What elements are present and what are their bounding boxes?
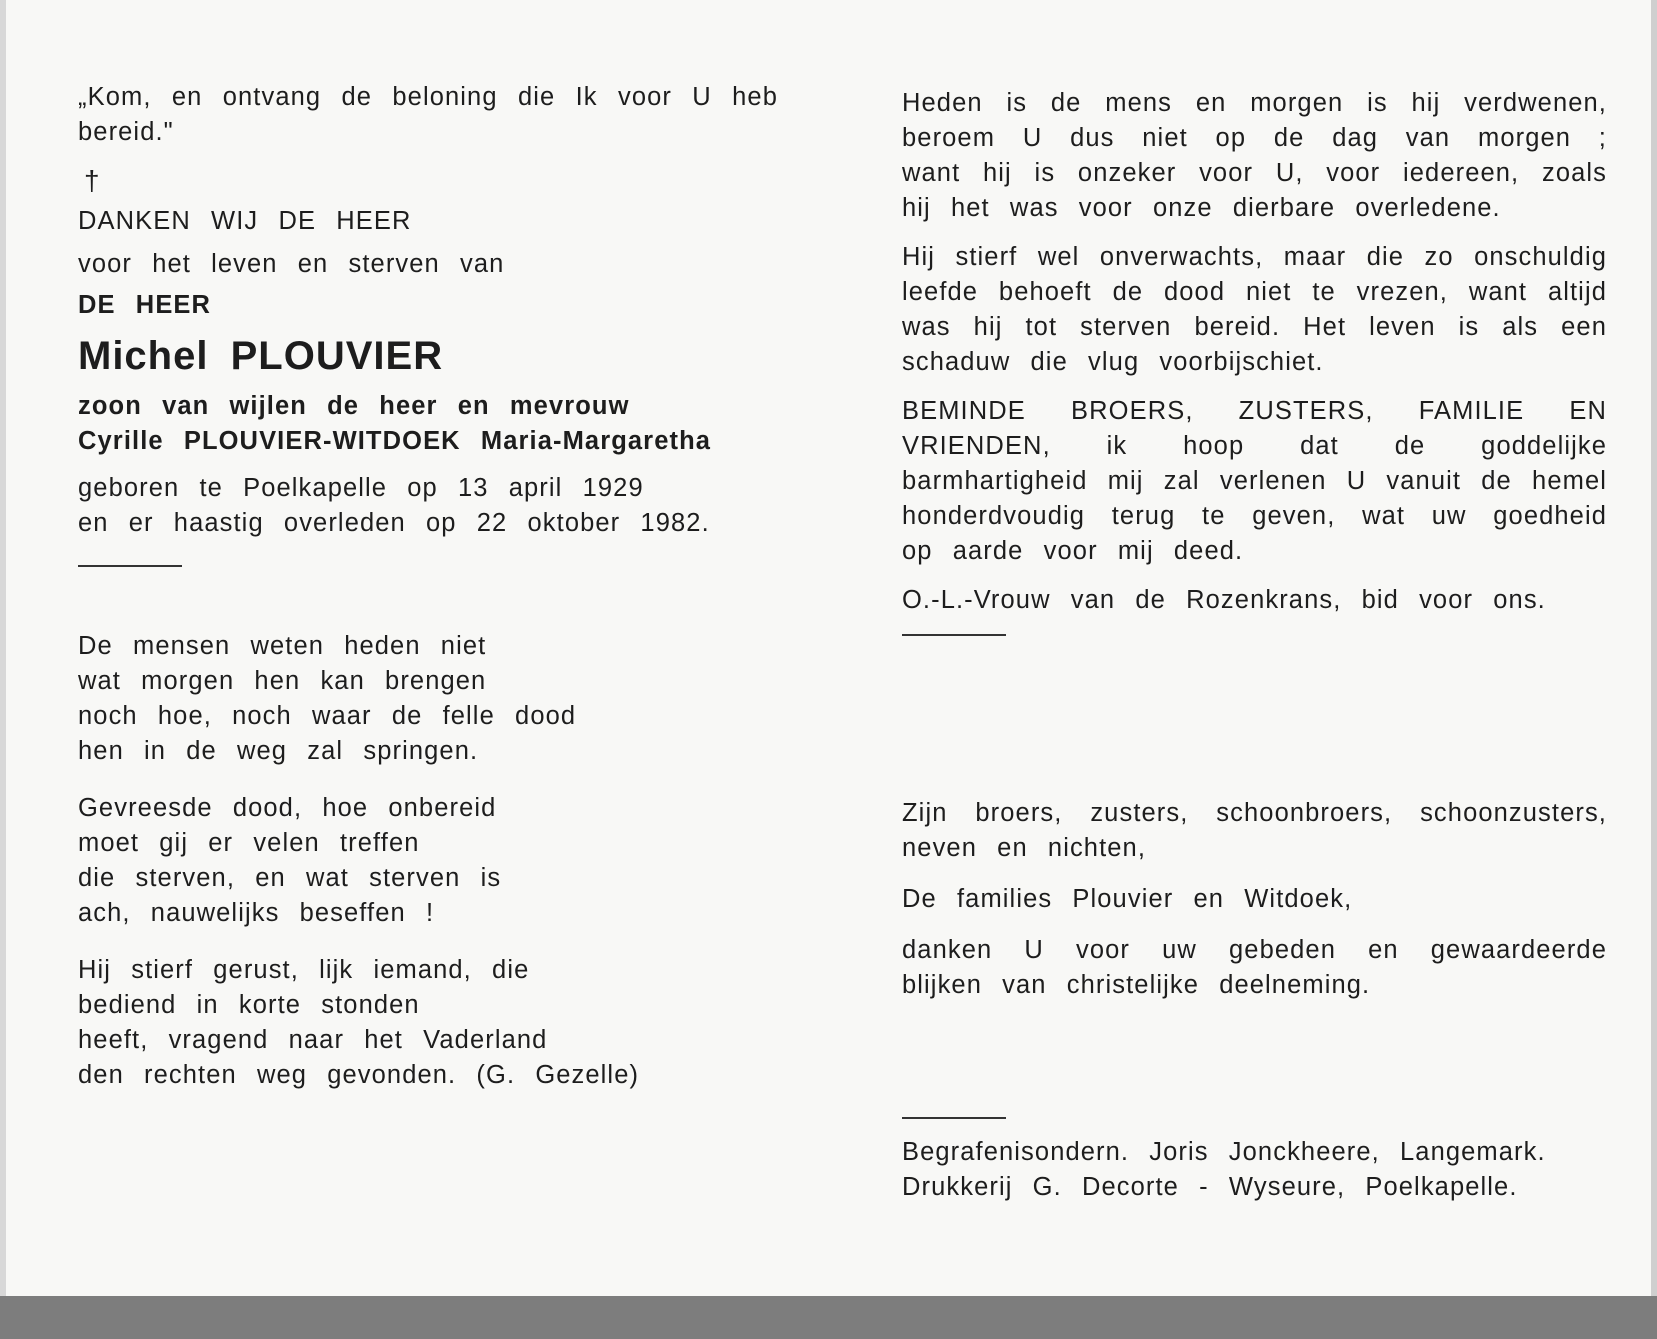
paragraph-death: Hij stierf wel onverwachts, maar die zo onschuldig leefde behoeft de dood niet te vrezen, want altijd was hij tot sterven bereid. Het leven is als een schaduw die vlug voorbijschiet. [902,243,1607,376]
family-thanks: danken U voor uw gebeden en gewaardeerde blijken van christelijke deelneming. [902,936,1607,999]
poem-line: Hij stierf gerust, lijk iemand, die [78,956,530,984]
funeral-director: Begrafenisondern. Joris Jonckheere, Langemark. [902,1138,1546,1166]
poem-line: bediend in korte stonden [78,991,420,1019]
right-column [902,86,1607,1205]
poem-line: De mensen weten heden niet [78,632,487,660]
thanks-heading: DANKEN WIJ DE HEER [78,207,412,235]
opening-quote: „Kom, en ontvang de beloning die Ik voor U heb bereid." [78,83,778,146]
poem-line: wat morgen hen kan brengen [78,667,487,695]
poem-stanza [78,629,798,769]
thanks-subline: voor het leven en sterven van [78,250,505,278]
left-column [78,80,798,1093]
poem-line: noch hoe, noch waar de felle dood [78,702,577,730]
poem-line: moet gij er velen treffen [78,829,420,857]
poem-line: heeft, vragend naar het Vaderland [78,1026,548,1054]
family-relatives: Zijn broers, zusters, schoonbroers, schoonzusters, neven en nichten, [902,799,1607,862]
poem [78,629,798,1093]
paragraph-reflection: Heden is de mens en morgen is hij verdwenen, beroem U dus niet op de dag van morgen ; want hij is onzeker voor U, voor iedereen, zoals hij het was voor onze dierbare overledene. [902,89,1607,222]
poem-line: Gevreesde dood, hoe onbereid [78,794,497,822]
card-edge [1651,0,1657,1296]
divider [902,634,1006,636]
poem-stanza [78,791,798,931]
parents-line-2: Cyrille PLOUVIER-WITDOEK Maria-Margaretha [78,427,712,455]
printer-credit: Drukkerij G. Decorte - Wyseure, Poelkapelle. [902,1173,1518,1201]
deceased-name [78,331,798,381]
background-strip [0,1296,1657,1339]
death-info: en er haastig overleden op 22 oktober 1982. [78,509,710,537]
poem-line: die sterven, en wat sterven is [78,864,502,892]
deceased-title: DE HEER [78,291,212,319]
poem-line: hen in de weg zal springen. [78,737,479,765]
divider [78,565,182,567]
cross-icon: † [84,165,100,196]
poem-line: ach, nauwelijks beseffen ! [78,899,435,927]
deceased-last-name: PLOUVIER [230,334,444,378]
parents-line-1: zoon van wijlen de heer en mevrouw [78,392,630,420]
poem-line: den rechten weg gevonden. (G. Gezelle) [78,1061,640,1089]
deceased-first-name: Michel [78,334,209,378]
poem-stanza [78,953,798,1093]
family-names: De families Plouvier en Witdoek, [902,885,1353,913]
paragraph-farewell: BEMINDE BROERS, ZUSTERS, FAMILIE EN VRIENDEN, ik hoop dat de goddelijke barmhartigheid mij zal verlenen U vanuit de hemel honderdvoudig terug te geven, wat uw goedheid op aarde voor mij deed. [902,397,1607,565]
divider [902,1117,1006,1119]
birth-info: geboren te Poelkapelle op 13 april 1929 [78,474,644,502]
prayer-line: O.-L.-Vrouw van de Rozenkrans, bid voor ons. [902,586,1546,614]
